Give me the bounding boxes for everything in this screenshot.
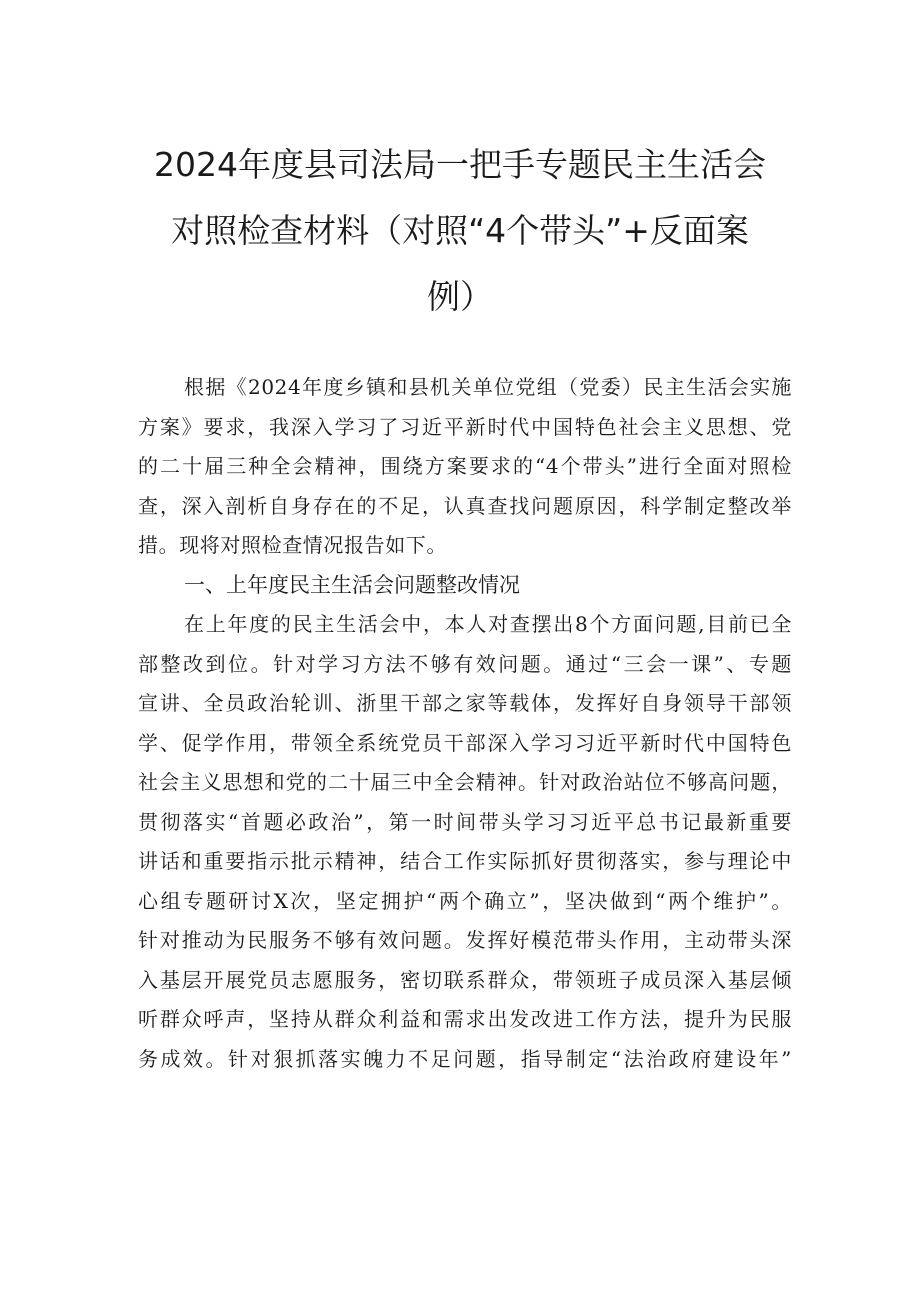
section-line-12: 务成效。针对狠抓落实魄力不足问题，指导制定“法治政府建设年” xyxy=(138,1046,792,1071)
section-line-7: 讲话和重要指示批示精神，结合工作实际抓好贯彻落实，参与理论中 xyxy=(138,849,792,873)
title-line-3: 例） xyxy=(427,277,493,316)
title-line-2: 对照检查材料（对照“4个带头”+反面案 xyxy=(171,211,749,250)
section-line-5: 社会主义思想和党的二十届三中全会精神。针对政治站位不够高问题， xyxy=(138,770,792,794)
intro-line-2: 方案》要求，我深入学习了习近平新时代中国特色社会主义思想、党 xyxy=(138,414,792,439)
document-title xyxy=(130,132,790,330)
section-line-1: 在上年度的民主生活会中，本人对查摆出8个方面问题,目前已全 xyxy=(184,612,792,636)
intro-line-3: 的二十届三种全会精神，围绕方案要求的“4个带头”进行全面对照检 xyxy=(138,454,792,478)
section-line-10: 入基层开展党员志愿服务，密切联系群众，带领班子成员深入基层倾 xyxy=(138,967,792,992)
intro-line-4: 查，深入剖析自身存在的不足，认真查找问题原因，科学制定整改举 xyxy=(138,493,792,518)
section-line-11: 听群众呼声，坚持从群众利益和需求出发改进工作方法，提升为民服 xyxy=(138,1007,792,1031)
document-body xyxy=(138,368,792,1079)
section-line-6: 贯彻落实“首题必政治”，第一时间带头学习习近平总书记最新重要 xyxy=(138,809,792,834)
title-line-1: 2024年度县司法局一把手专题民主生活会 xyxy=(154,145,766,184)
section-line-8: 心组专题研讨X次，坚定拥护“两个确立”，坚决做到“两个维护”。 xyxy=(138,888,792,913)
section-heading: 一、上年度民主生活会问题整改情况 xyxy=(184,572,520,597)
section-line-2: 部整改到位。针对学习方法不够有效问题。通过“三会一课”、专题 xyxy=(138,651,792,676)
section-line-9: 针对推动为民服务不够有效问题。发挥好模范带头作用，主动带头深 xyxy=(138,928,792,952)
intro-line-5: 措。现将对照检查情况报告如下。 xyxy=(138,533,447,557)
section-line-4: 学、促学作用，带领全系统党员干部深入学习习近平新时代中国特色 xyxy=(138,730,792,755)
section-line-3: 宣讲、全员政治轮训、浙里干部之家等载体，发挥好自身领导干部领 xyxy=(138,691,792,715)
intro-line-1: 根据《2024年度乡镇和县机关单位党组（党委）民主生活会实施 xyxy=(184,375,792,399)
